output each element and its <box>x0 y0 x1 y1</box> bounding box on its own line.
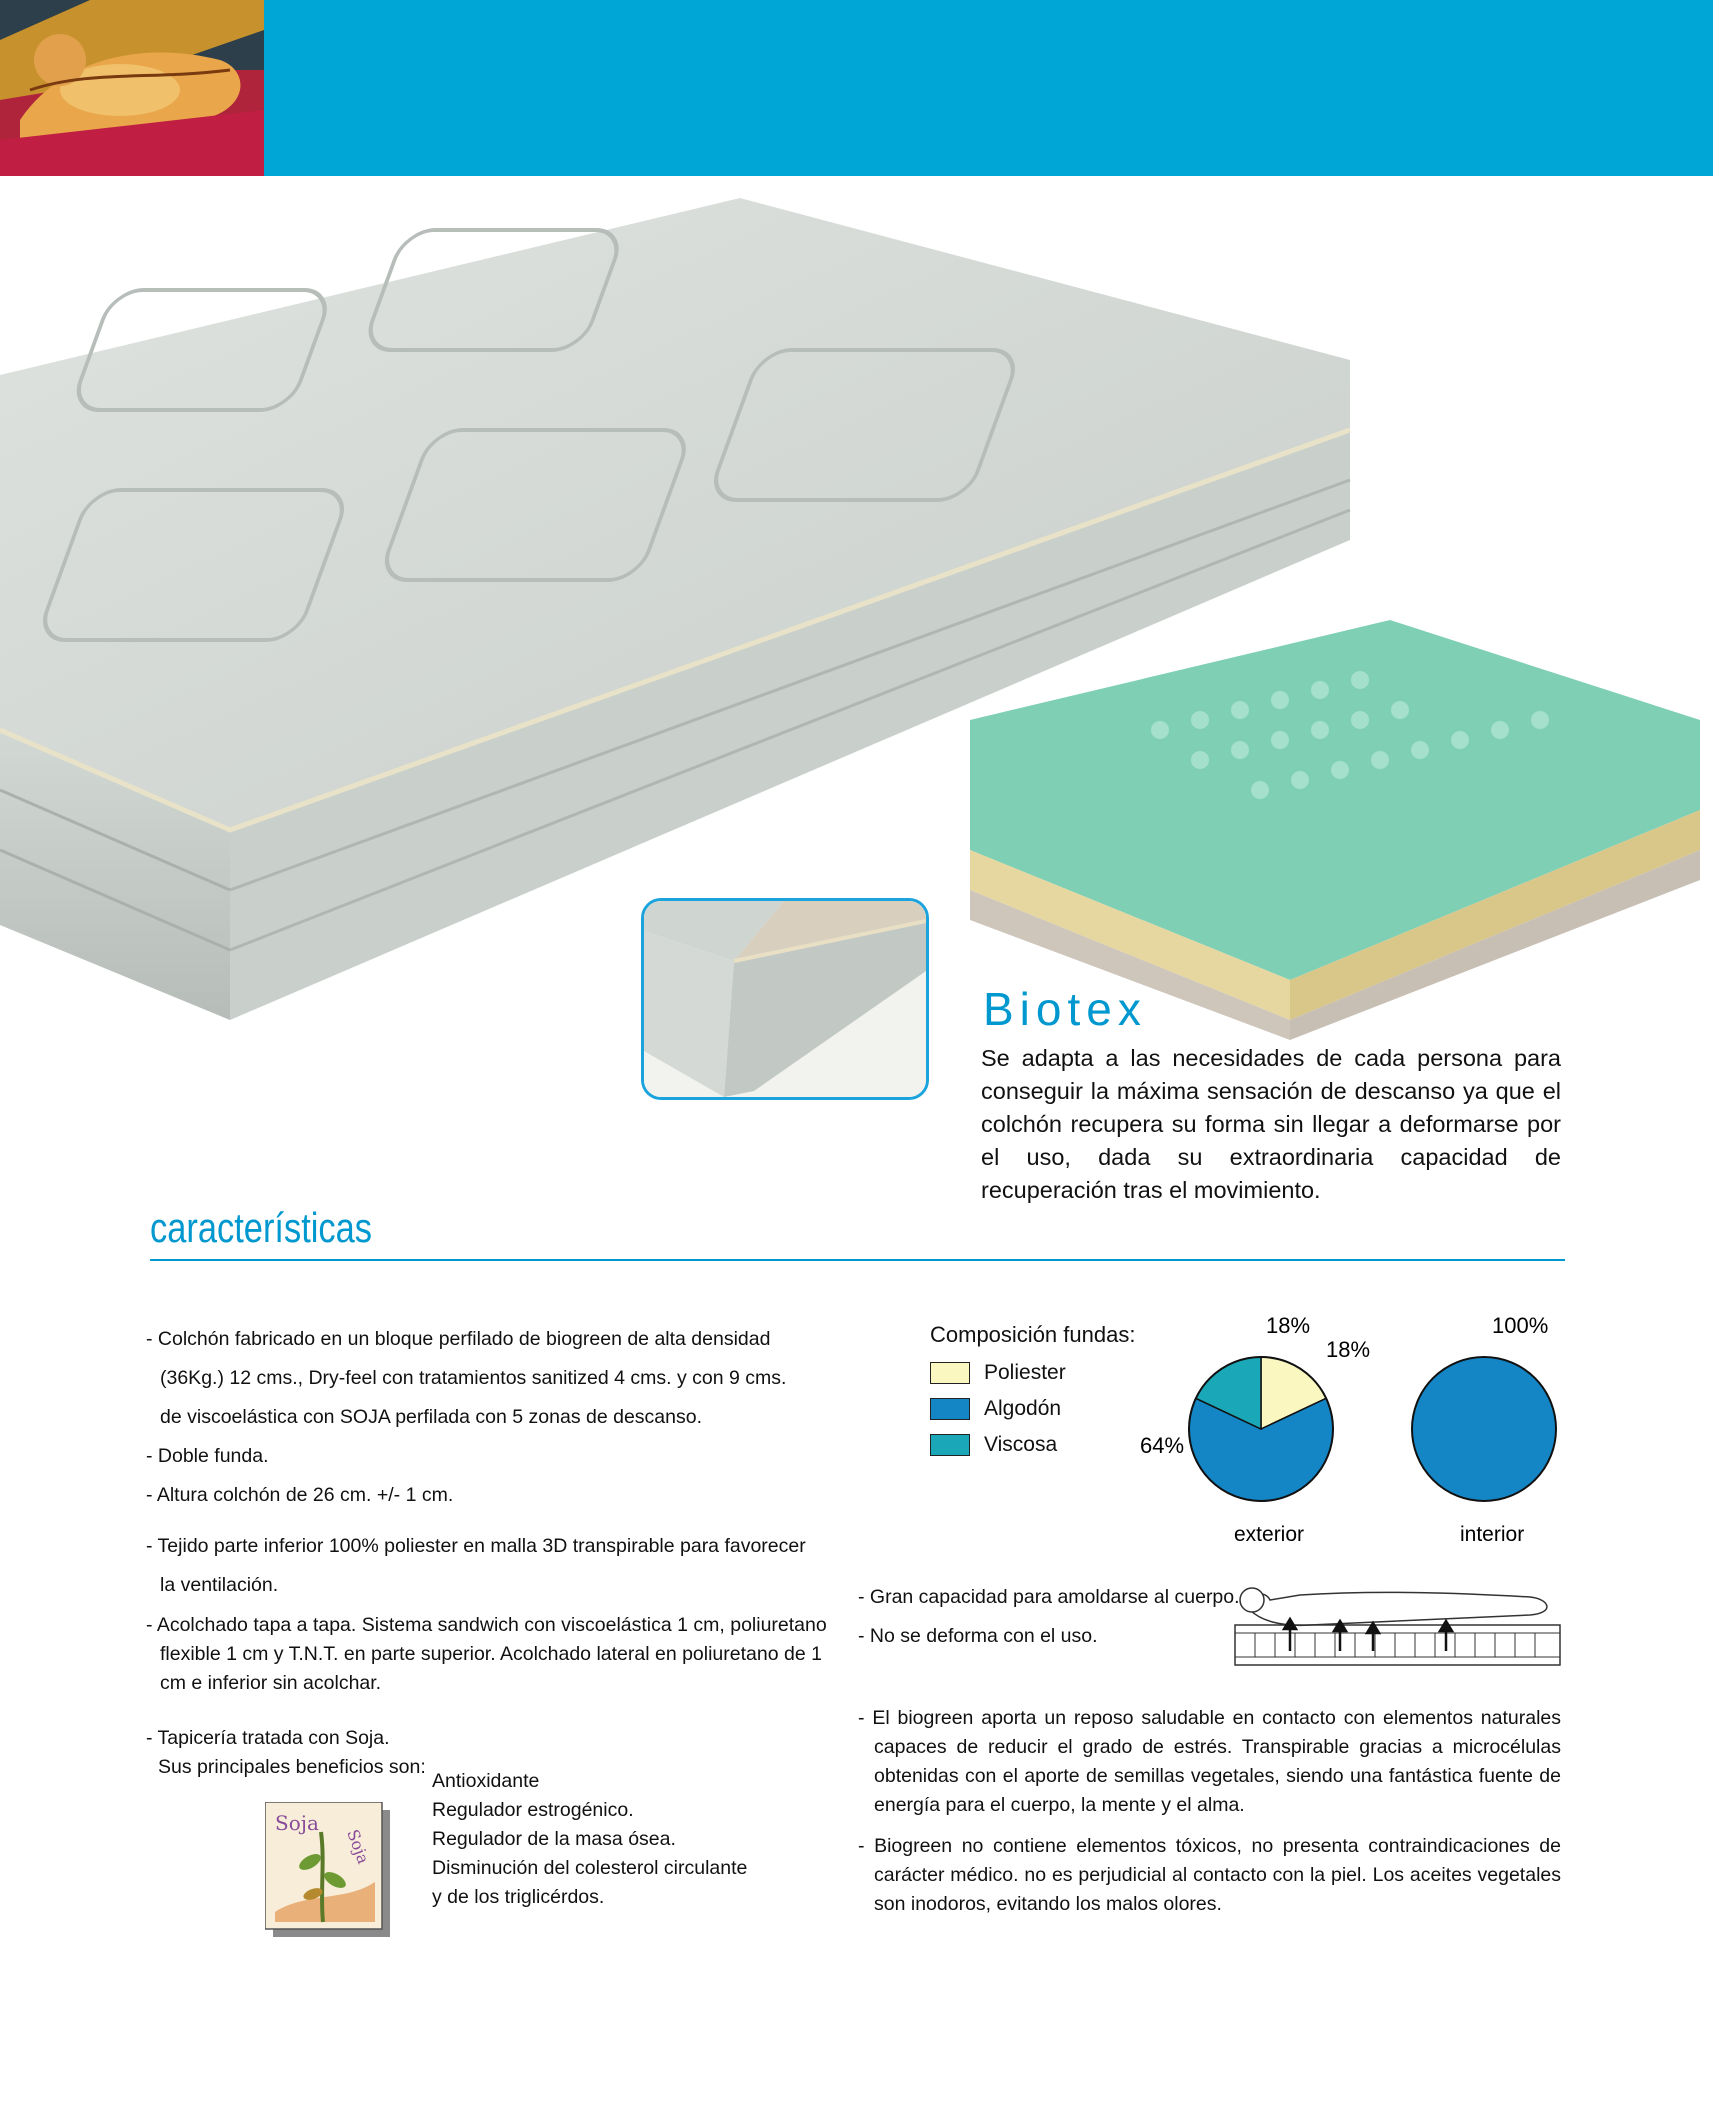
legend-item <box>930 1396 1061 1422</box>
list-item: la ventilación. <box>160 1574 279 1596</box>
list-item: - Altura colchón de 26 cm. +/- 1 cm. <box>146 1484 454 1506</box>
benefit-item: Regulador estrogénico. <box>432 1799 634 1821</box>
features-list-left <box>146 1320 827 1782</box>
legend-swatch <box>930 1398 970 1420</box>
features-list-right-top <box>858 1578 1240 1656</box>
list-item: - Tejido parte inferior 100% poliester en malla 3D transpirable para favorecer <box>146 1535 806 1557</box>
mattress-corner-detail <box>641 898 929 1100</box>
pie-slice <box>1412 1357 1556 1501</box>
list-item: (36Kg.) 12 cms., Dry-feel con tratamientos sanitized 4 cms. y con 9 cms. <box>160 1367 787 1389</box>
features-list-right-bottom <box>858 1704 1561 1919</box>
list-item: - El biogreen aporta un reposo saludable en contacto con elementos naturales capaces de reducir el grado de estrés. Transpirable gracias a microcélulas obtenidas con el aporte de semillas vegetales, siendo una fantástica fuente de energía para el cuerpo, la mente y el alma. <box>858 1707 1561 1816</box>
list-item: - Gran capacidad para amoldarse al cuerpo. <box>858 1586 1240 1608</box>
legend-label: Poliester <box>984 1361 1066 1384</box>
list-item: - Biogreen no contiene elementos tóxicos, no presenta contraindicaciones de carácter médico. no es perjudicial al contacto con la piel. Los aceites vegetales son inodoros, evitando los malos olores. <box>858 1835 1561 1915</box>
list-item: - No se deforma con el uso. <box>858 1625 1098 1647</box>
soja-logo-text: Soja <box>343 1826 374 1867</box>
section-title: características <box>150 1204 373 1251</box>
legend-item <box>930 1432 1057 1458</box>
chart-title: interior <box>1460 1523 1525 1546</box>
benefit-item: Regulador de la masa ósea. <box>432 1828 676 1850</box>
data-label: 100% <box>1492 1313 1549 1338</box>
composition-title: Composición fundas: <box>930 1322 1136 1347</box>
legend-item <box>930 1360 1066 1386</box>
list-item: - Tapicería tratada con Soja. <box>146 1727 390 1749</box>
legend-label: Algodón <box>984 1397 1062 1420</box>
soja-logo-text: Soja <box>275 1811 319 1835</box>
data-label: 18% <box>1266 1313 1311 1338</box>
legend-swatch <box>930 1362 970 1384</box>
section-divider <box>150 1259 1565 1261</box>
chart-title: exterior <box>1234 1523 1305 1546</box>
body-support-illustration <box>1230 1585 1565 1675</box>
benefit-item: Disminución del colesterol circulante <box>432 1857 748 1879</box>
list-item: - Doble funda. <box>146 1445 269 1467</box>
soja-logo <box>265 1802 390 1937</box>
product-description: Se adapta a las necesidades de cada persona para conseguir la máxima sensación de descanso ya que el colchón recupera su forma sin llegar a deformarse por el uso, dada su extraordinaria capacidad de recuperación tras el movimiento. <box>981 1045 1561 1203</box>
pie-interior <box>1412 1357 1556 1501</box>
list-item: - Colchón fabricado en un bloque perfilado de biogreen de alta densidad <box>146 1328 771 1350</box>
benefit-item: y de los triglicérdos. <box>432 1886 605 1908</box>
list-item: Sus principales beneficios son: <box>158 1756 426 1778</box>
pie-exterior <box>1189 1357 1333 1501</box>
foam-layers-image <box>960 620 1700 1040</box>
legend-swatch <box>930 1434 970 1456</box>
data-label: 64% <box>1140 1433 1185 1458</box>
benefits-list <box>432 1767 747 1912</box>
list-item: de viscoelástica con SOJA perfilada con 5 zonas de descanso. <box>160 1406 702 1428</box>
product-title: Biotex <box>983 983 1147 1035</box>
composition-pie-charts <box>1130 1305 1570 1555</box>
list-item: - Acolchado tapa a tapa. Sistema sandwich con viscoelástica 1 cm, poliuretano flexible 1 cm y T.N.T. en parte superior. Acolchado lateral en poliuretano de 1 cm e inferior sin acolchar. <box>146 1614 827 1694</box>
data-label: 18% <box>1326 1337 1371 1362</box>
legend-label: Viscosa <box>984 1433 1058 1456</box>
painting-thumbnail <box>0 0 264 176</box>
benefit-item: Antioxidante <box>432 1770 540 1792</box>
